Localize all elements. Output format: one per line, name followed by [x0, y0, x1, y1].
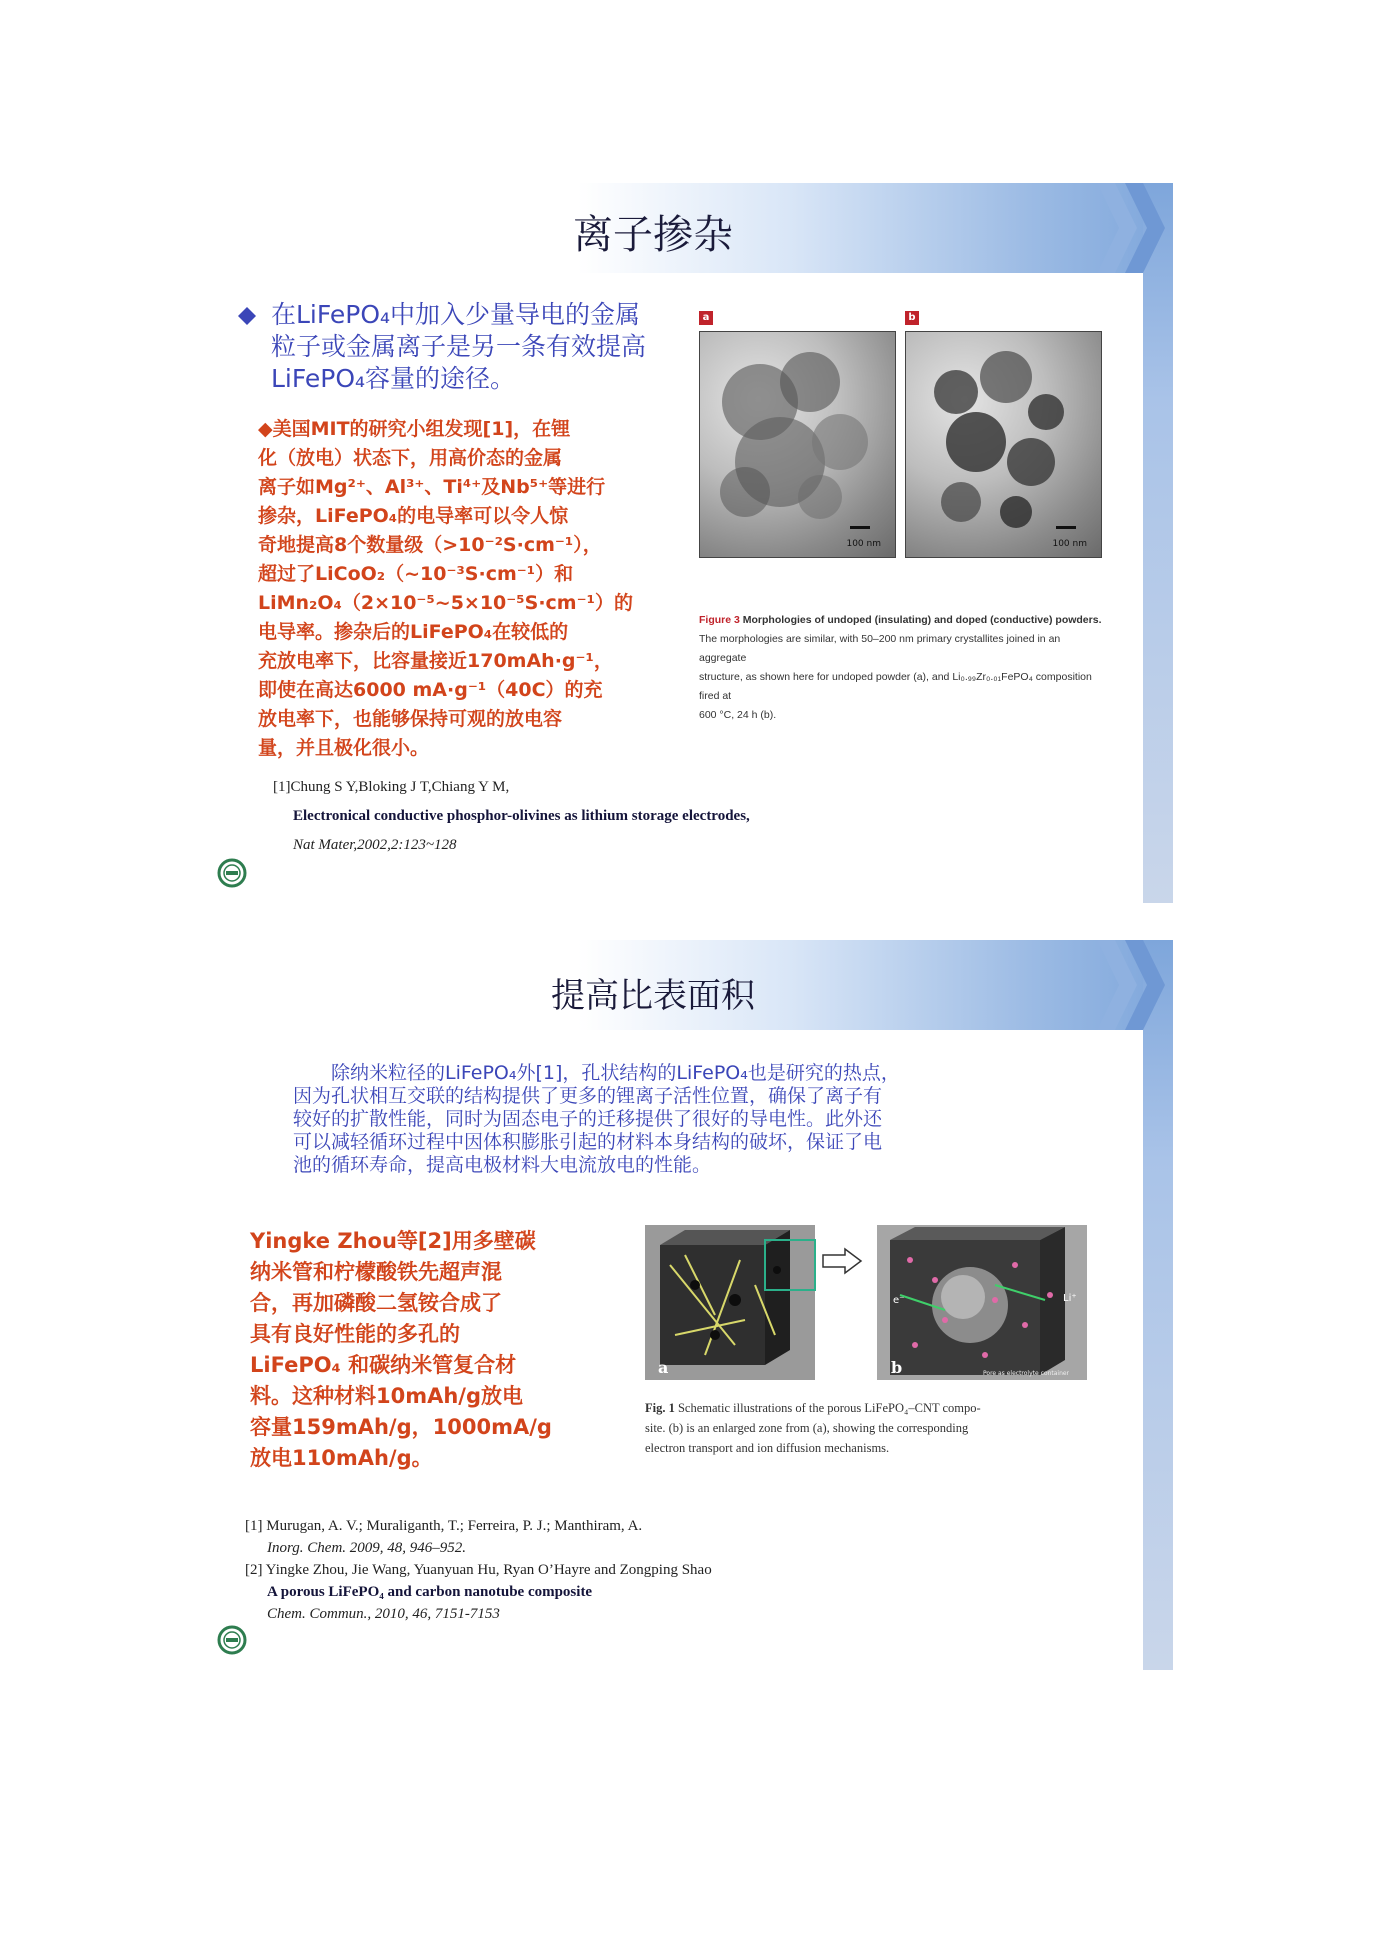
caption-line: Schematic illustrations of the porous LiFePO₄–CNT compo-: [674, 1401, 981, 1415]
micrograph-texture: [906, 332, 1101, 557]
sub-bullet-line: LiMn₂O₄（2×10⁻⁵~5×10⁻⁵S·cm⁻¹）的: [258, 592, 633, 614]
diamond-bullet-icon: [238, 307, 256, 325]
micrograph-texture: [700, 332, 895, 557]
summary-line: 容量159mAh/g，1000mA/g: [250, 1415, 552, 1439]
sub-bullet-line: 奇地提高8个数量级（>10⁻²S·cm⁻¹），: [258, 534, 602, 556]
sub-bullet-line: 掺杂，LiFePO₄的电导率可以令人惊: [258, 505, 569, 527]
slide-ion-doping: [213, 183, 1173, 903]
sub-bullet-line: 即使在高达6000 mA·g⁻¹（40C）的充: [258, 679, 603, 701]
figure-caption: [699, 611, 1109, 725]
institution-logo-icon: [217, 858, 247, 888]
panel-label-b: b: [905, 311, 919, 325]
reference-title: Electronical conductive phosphor-olivines as lithium storage electrodes,: [293, 808, 750, 824]
reference-line: [1] Murugan, A. V.; Muraliganth, T.; Ferreira, P. J.; Manthiram, A.: [245, 1518, 643, 1534]
panel-label-a: a: [658, 1358, 669, 1377]
reference-line: Chem. Commun., 2010, 46, 7151-7153: [267, 1606, 500, 1622]
sub-bullet-paragraph: [258, 415, 633, 763]
sub-bullet-line: 放电率下，也能够保持可观的放电容: [258, 708, 563, 730]
caption-line: 600 °C, 24 h (b).: [699, 709, 777, 721]
intro-paragraph: [293, 1062, 1053, 1177]
caption-line: structure, as shown here for undoped powder (a), and Li₀.₉₉Zr₀.₀₁FePO₄ composition fired at: [699, 671, 1092, 702]
electron-label: e⁻: [893, 1295, 905, 1306]
intro-paragraph-line: 较好的扩散性能，同时为固态电子的迁移提供了很好的导电性。此外还: [293, 1108, 883, 1130]
sub-bullet-line: 电导率。掺杂后的LiFePO₄在较低的: [258, 621, 569, 643]
sub-bullet-line: 化（放电）状态下，用高价态的金属: [258, 447, 563, 469]
li-ion-label: Li⁺: [1063, 1293, 1077, 1304]
reference-block: [245, 1515, 712, 1625]
intro-paragraph-line: 除纳米粒径的LiFePO₄外[1]，孔状结构的LiFePO₄也是研究的热点，: [331, 1062, 900, 1084]
pore-label: Pore as electrolyte container: [983, 1370, 1070, 1377]
reference-journal: Nat Mater,2002,2:123~128: [293, 837, 457, 853]
sub-bullet-line: 充放电率下，比容量接近170mAh·g⁻¹，: [258, 650, 613, 672]
figure-caption: [645, 1398, 1095, 1458]
reference-authors: [1]Chung S Y,Bloking J T,Chiang Y M,: [273, 779, 510, 795]
chevron-decoration-icon: [1125, 183, 1165, 273]
panel-label-b: b: [891, 1358, 903, 1377]
micrograph-undoped: [699, 331, 896, 558]
caption-line: electron transport and ion diffusion mechanisms.: [645, 1441, 890, 1455]
slide-title: 提高比表面积: [551, 976, 755, 1016]
sub-bullet-line: 超过了LiCoO₂（~10⁻³S·cm⁻¹）和: [258, 563, 574, 585]
banner-side-strip: [1143, 183, 1173, 903]
reference-line: A porous LiFePO₄ and carbon nanotube composite: [267, 1584, 593, 1600]
panel-label-a: a: [699, 311, 713, 325]
banner-side-strip: [1143, 940, 1173, 1670]
micrograph-doped: [905, 331, 1102, 558]
slide-title: 离子掺杂: [573, 212, 733, 258]
caption-line: Morphologies of undoped (insulating) and doped (conductive) powders.: [739, 614, 1102, 626]
summary-line: 具有良好性能的多孔的: [250, 1322, 460, 1346]
summary-line: Yingke Zhou等[2]用多壁碳: [250, 1229, 536, 1253]
scale-bar-label: 100 nm: [1052, 539, 1087, 549]
caption-label: Figure 3: [699, 614, 740, 626]
slide-specific-surface-area: [213, 940, 1173, 1670]
main-bullet-text: [271, 299, 646, 395]
summary-line: 纳米管和柠檬酸铁先超声混: [250, 1260, 502, 1284]
chevron-decoration-icon: [1125, 940, 1165, 1030]
main-bullet-line: 粒子或金属离子是另一条有效提高: [271, 332, 647, 361]
summary-line: LiFePO₄ 和碳纳米管复合材: [250, 1353, 517, 1377]
reference-line: [2] Yingke Zhou, Jie Wang, Yuanyuan Hu, Ryan O’Hayre and Zongping Shao: [245, 1562, 712, 1578]
main-bullet-line: LiFePO₄容量的途径。: [271, 364, 516, 393]
intro-paragraph-line: 池的循环寿命，提高电极材料大电流放电的性能。: [293, 1154, 712, 1176]
intro-paragraph-line: 可以减轻循环过程中因体积膨胀引起的材料本身结构的破坏，保证了电: [293, 1131, 883, 1153]
summary-line: 合，再加磷酸二氢铵合成了: [250, 1291, 502, 1315]
caption-label: Fig. 1: [645, 1401, 675, 1415]
sub-bullet-line: ◆美国MIT的研究小组发现[1]，在锂: [258, 418, 571, 440]
summary-line: 放电110mAh/g。: [250, 1446, 433, 1470]
sub-bullet-line: 量，并且极化很小。: [258, 737, 430, 759]
reference-block: [273, 779, 750, 854]
porous-composite-schematic: [645, 1225, 1095, 1385]
reference-line: Inorg. Chem. 2009, 48, 946–952.: [267, 1540, 467, 1556]
caption-line: The morphologies are similar, with 50–200 nm primary crystallites joined in an aggregate: [699, 633, 1061, 664]
summary-line: 料。这种材料10mAh/g放电: [250, 1384, 524, 1408]
institution-logo-icon: [217, 1625, 247, 1655]
scale-bar-label: 100 nm: [846, 539, 881, 549]
intro-paragraph-line: 因为孔状相互交联的结构提供了更多的锂离子活性位置，确保了离子有: [293, 1085, 883, 1107]
main-bullet-line: 在LiFePO₄中加入少量导电的金属: [271, 300, 641, 329]
sub-bullet-line: 离子如Mg²⁺、Al³⁺、Ti⁴⁺及Nb⁵⁺等进行: [258, 476, 606, 498]
zhou-summary-paragraph: [250, 1226, 552, 1474]
caption-line: site. (b) is an enlarged zone from (a), showing the corresponding: [645, 1421, 969, 1435]
